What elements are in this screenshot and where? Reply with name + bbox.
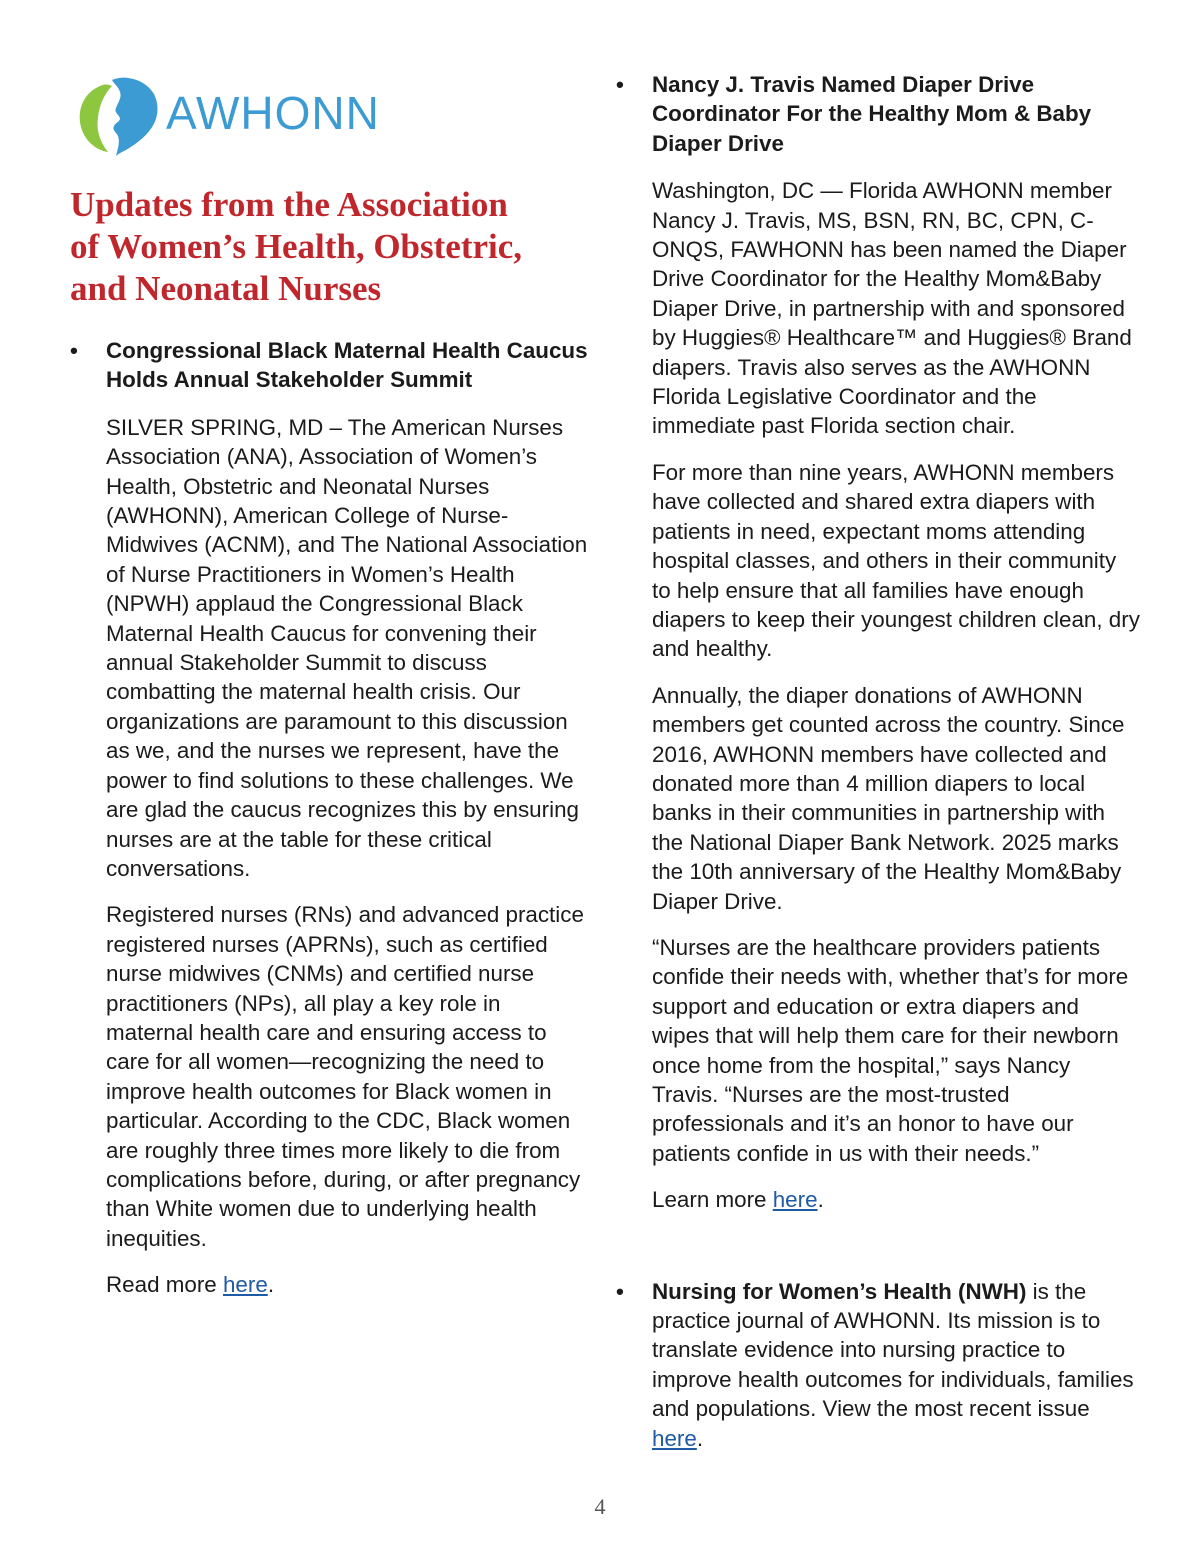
article-caucus bbox=[70, 336, 590, 1300]
article-nwh-text bbox=[652, 1277, 1141, 1453]
read-more-line bbox=[106, 1270, 590, 1299]
nwh-description: is the practice journal of AWHONN. Its mission is to translate evidence into nursing practice to improve health outcomes for individuals, families and populations. View the most recent issue bbox=[652, 1278, 1134, 1422]
bullet: • bbox=[616, 1278, 624, 1304]
right-column bbox=[616, 70, 1141, 1453]
bullet: • bbox=[70, 338, 78, 363]
awhonn-logo bbox=[78, 72, 398, 160]
article-diaper-drive bbox=[616, 70, 1141, 1215]
article-diaper-title: Nancy J. Travis Named Diaper Drive Coordinator For the Healthy Mom & Baby Diaper Drive bbox=[652, 72, 1092, 156]
view-issue-link[interactable]: here bbox=[652, 1425, 697, 1451]
page-title bbox=[70, 184, 590, 310]
article-nwh bbox=[616, 1277, 1141, 1453]
article-caucus-paragraph-2: Registered nurses (RNs) and advanced practice registered nurses (APRNs), such as certified nurse midwives (CNMs) and certified nurse practitioners (NPs), all play a key role in maternal health care and ensuring access to care for all women—recognizing the need to improve health outcomes for Black women in particular. According to the CDC, Black women are roughly three times more likely to die from complications before, during, or after pregnancy than White women due to underlying health inequities. bbox=[106, 902, 584, 1251]
article-diaper-paragraph-4: “Nurses are the healthcare providers patients confide their needs with, whether that’s for more support and education or extra diapers and wipes that will help them care for their newborn once home from the hospital,” says Nancy Travis. “Nurses are the most-trusted professionals and it’s an honor to have our patients confide in us with their needs.” bbox=[652, 934, 1129, 1166]
article-diaper-paragraph-1: Washington, DC — Florida AWHONN member Nancy J. Travis, MS, BSN, RN, BC, CPN, C-ONQS, FAWHONN has been named the Diaper Drive Coordinator for the Healthy Mom&Baby Diaper Drive, in partnership with and sponsored by Huggies® Healthcare™ and Huggies® Brand diapers. Travis also serves as the AWHONN Florida Legislative Coordinator and the immediate past Florida section chair. bbox=[652, 178, 1132, 439]
read-more-suffix: . bbox=[267, 1272, 275, 1298]
bullet: • bbox=[616, 72, 624, 97]
learn-more-prefix: Learn more bbox=[652, 1187, 773, 1213]
left-column bbox=[70, 336, 590, 1317]
article-diaper-paragraph-3: Annually, the diaper donations of AWHONN members get counted across the country. Since 2016, AWHONN members have collected and donated more than 4 million diapers to local banks in their communities in partnership with the National Diaper Bank Network. 2025 marks the 10th anniversary of the Healthy Mom&Baby Diaper Drive. bbox=[652, 682, 1125, 914]
read-more-link[interactable]: here bbox=[222, 1272, 268, 1298]
nwh-journal-title: Nursing for Women’s Health (NWH) bbox=[652, 1278, 1027, 1304]
learn-more-suffix: . bbox=[817, 1187, 824, 1213]
title-line-1: Updates from the Association bbox=[70, 185, 508, 224]
learn-more-link[interactable]: here bbox=[772, 1187, 818, 1213]
logo-wordmark: AWHONN bbox=[166, 87, 380, 139]
title-line-2: of Women’s Health, Obstetric, bbox=[70, 227, 523, 266]
title-line-3: and Neonatal Nurses bbox=[70, 269, 382, 308]
page-number: 4 bbox=[594, 1494, 606, 1519]
article-caucus-paragraph-1: SILVER SPRING, MD – The American Nurses Association (ANA), Association of Women’s Health, Obstetric and Neonatal Nurses (AWHONN), American College of Nurse-Midwives (ACNM), and The National Association of Nurse Practitioners in Women’s Health (NPWH) applaud the Congressional Black Maternal Health Caucus for convening their annual Stakeholder Summit to discuss combatting the maternal health crisis. Our organizations are paramount to this discussion as we, and the nurses we represent, have the power to find solutions to these challenges. We are glad the caucus recognizes this by ensuring nurses are at the table for these critical conversations. bbox=[106, 414, 588, 881]
article-caucus-title: Congressional Black Maternal Health Caucus Holds Annual Stakeholder Summit bbox=[106, 338, 588, 393]
read-more-prefix: Read more bbox=[106, 1272, 223, 1298]
logo-face-icon bbox=[78, 72, 162, 160]
article-diaper-paragraph-2: For more than nine years, AWHONN members have collected and shared extra diapers with patients in need, expectant moms attending hospital classes, and others in their community to help ensure that all families have enough diapers to keep their youngest children clean, dry and healthy. bbox=[652, 459, 1140, 662]
nwh-suffix: . bbox=[696, 1425, 704, 1451]
learn-more-line bbox=[652, 1185, 1141, 1214]
